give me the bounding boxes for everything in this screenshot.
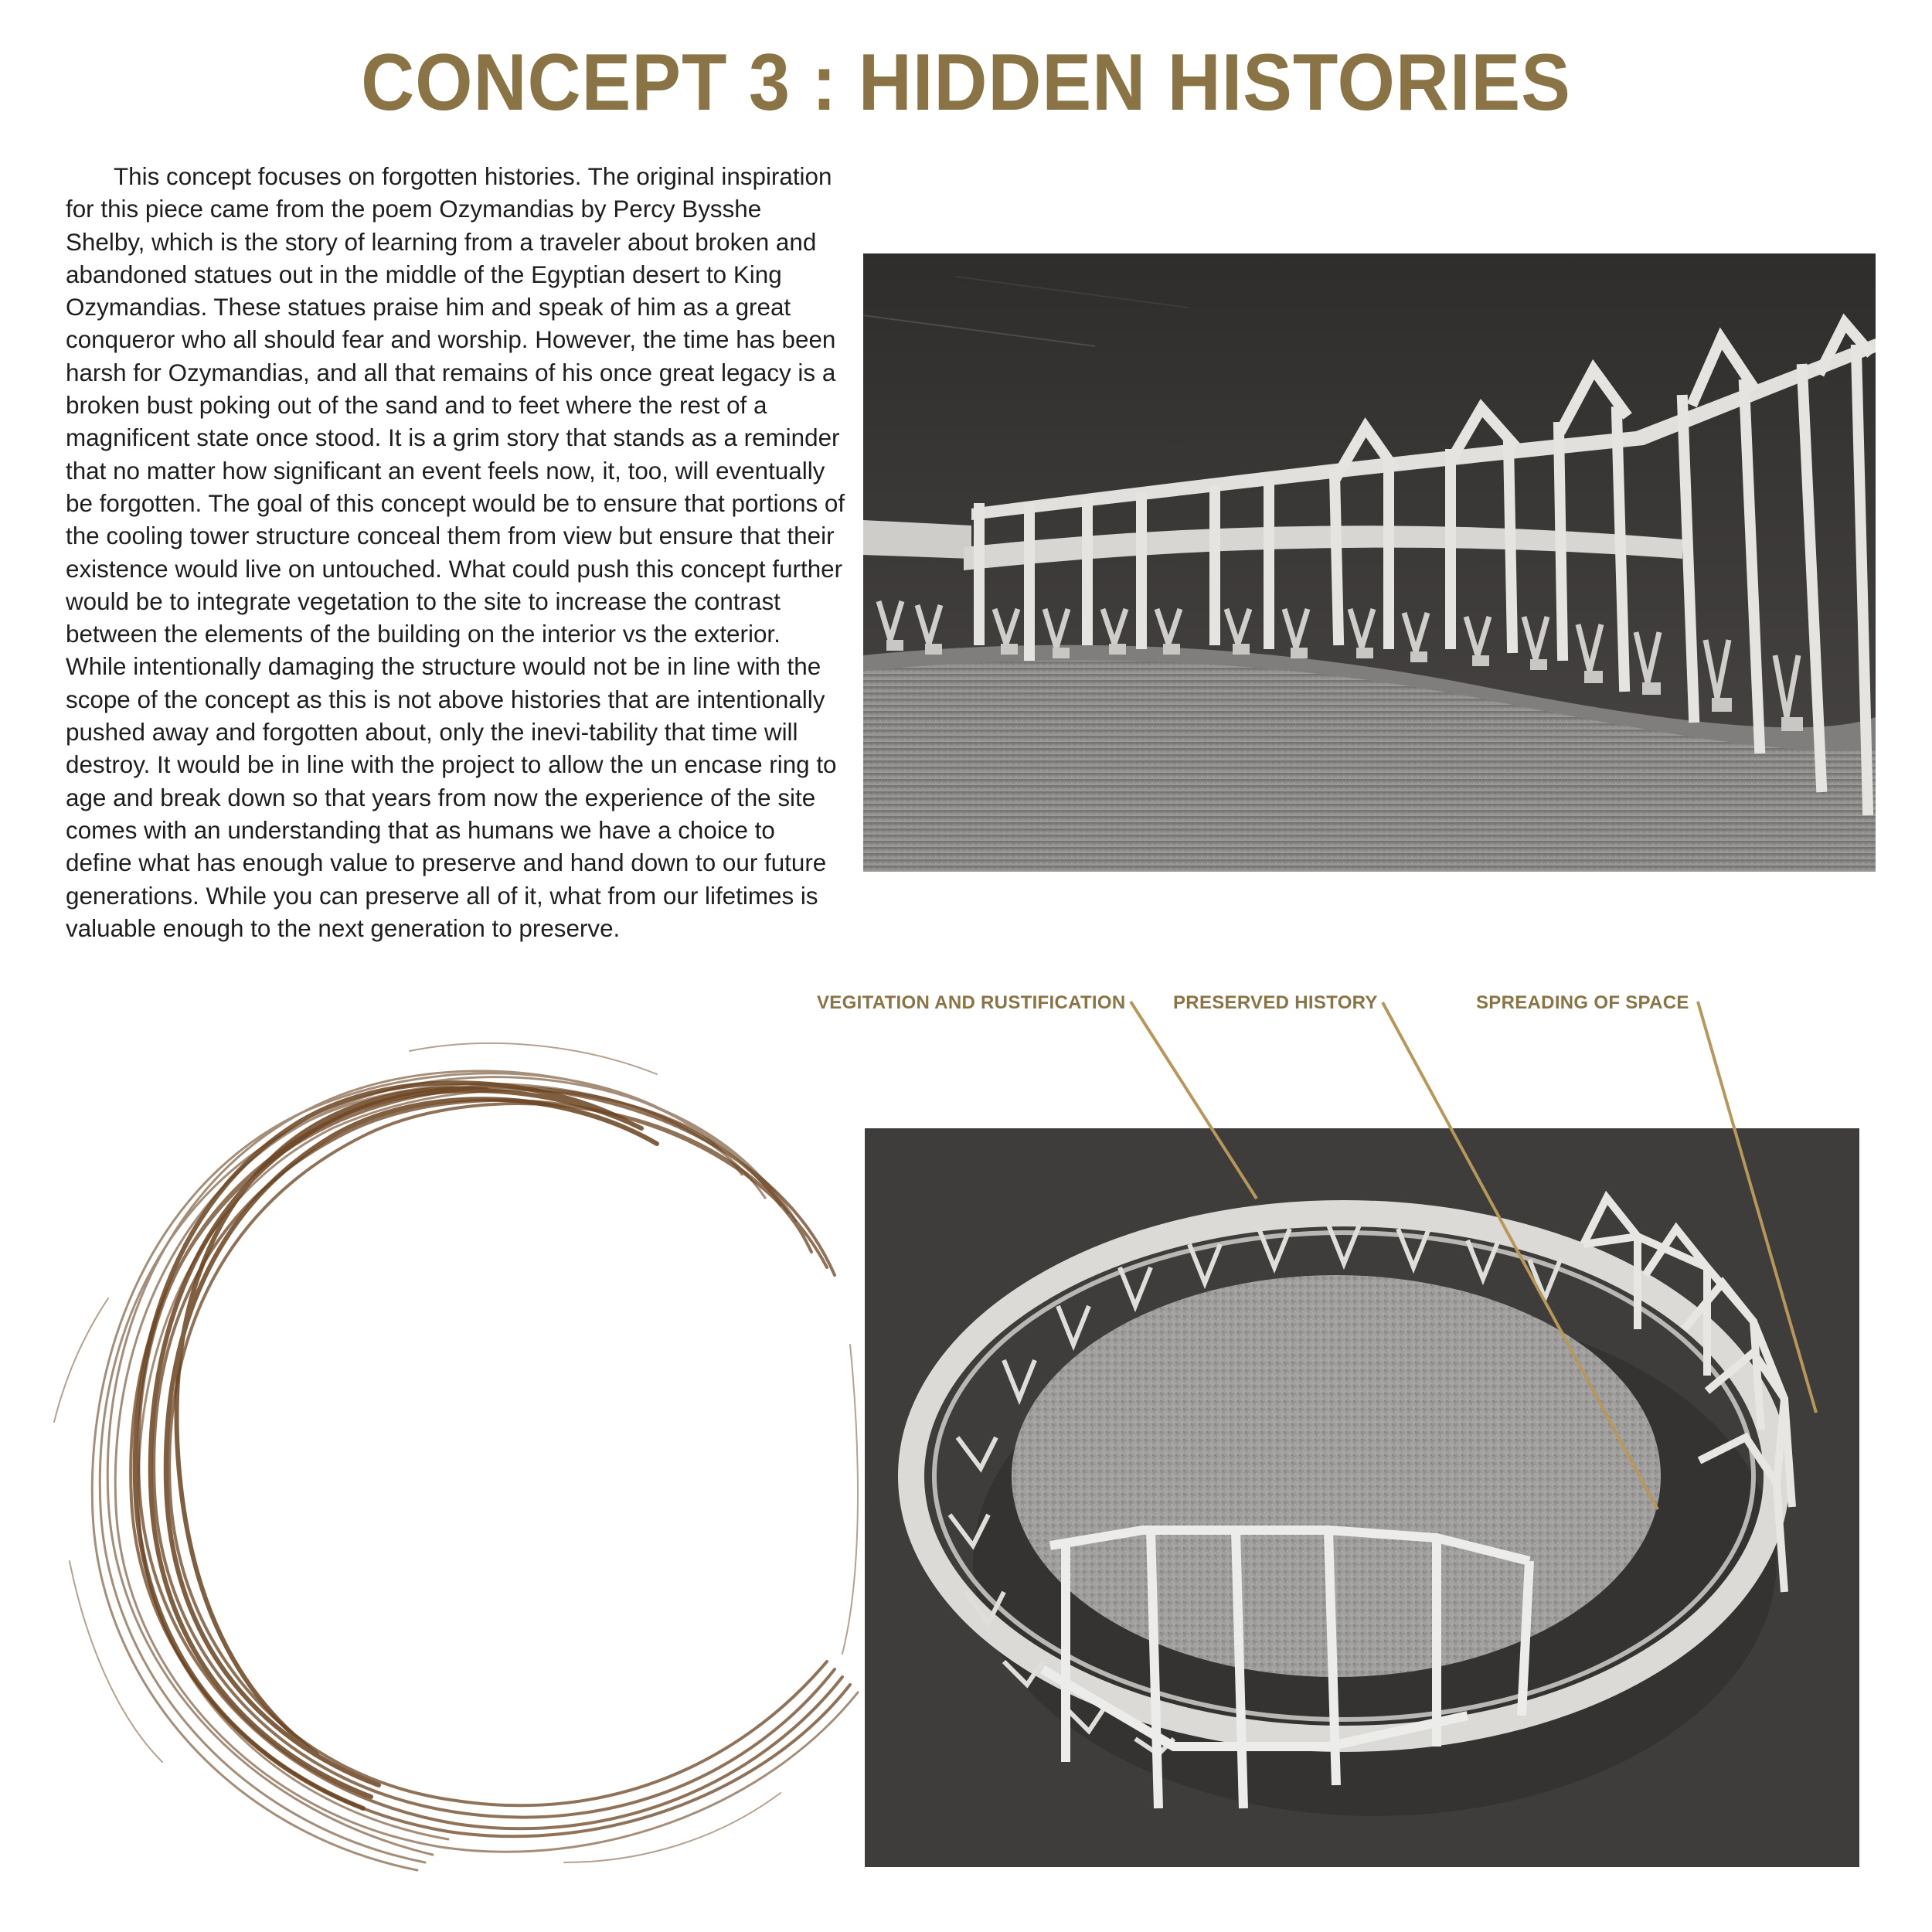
leader-line-vegetation — [1131, 1002, 1257, 1199]
scribble-circle-sketch — [23, 1020, 873, 1886]
label-preserved-history: PRESERVED HISTORY — [1173, 992, 1378, 1013]
concept-description: This concept focuses on forgotten histories. The original inspiration for this piece came from the poem Ozymandias by Percy Bysshe Shelby, which is the story of learning from a traveler about broken and abandoned statues out in the middle of the Egyptian desert to King Ozymandias. These statues praise him and speak of him as a great conqueror who all should fear and worship. However, the time has been harsh for Ozymandias, and all that remains of his once great legacy is a broken bust poking out of the sand and to feet where the rest of a magnificent state once stood. It is a grim story that stands as a reminder that no matter how significant an event feels now, it, too, will eventually be forgotten. The goal of this concept would be to ensure that portions of the cooling tower structure conceal them from view but ensure that their existence would live on untouched. What could push this concept further would be to integrate vegetation to the site to increase the contrast between the elements of the building on the interior vs the exterior. While intentionally damaging the structure would not be in line with the scope of the concept as this is not above histories that are intentionally pushed away and forgotten about, only the inevi-tability that time will destroy. It would be in line with the project to allow the un encase ring to age and break down so that years from now the experience of the site comes with an understanding that as humans we have a choice to define what has enough value to preserve and hand down to our future generations. While you can preserve all of it, what from our lifetimes is valuable enough to the next generation to preserve. — [66, 163, 845, 942]
label-vegetation: VEGITATION AND RUSTIFICATION — [817, 992, 1126, 1013]
label-spreading-of-space: SPREADING OF SPACE — [1476, 992, 1689, 1013]
leader-line-spreading — [1698, 1002, 1816, 1413]
page-title: CONCEPT 3 : HIDDEN HISTORIES — [361, 38, 1571, 128]
leader-line-preserved — [1383, 1002, 1658, 1509]
